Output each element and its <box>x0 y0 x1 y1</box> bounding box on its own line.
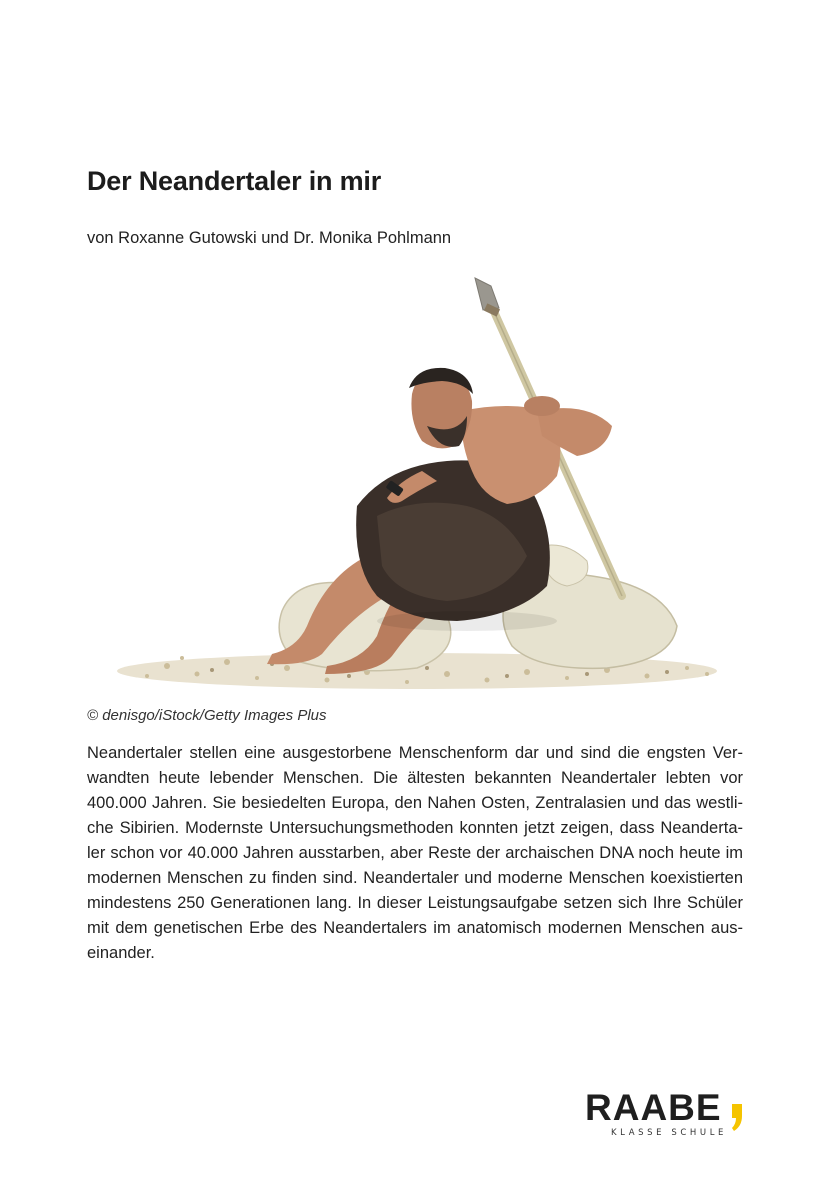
logo-tagline: KLASSE SCHULE <box>611 1128 728 1138</box>
image-credit: © denisgo/iStock/Getty Images Plus <box>87 707 327 724</box>
intro-paragraph: Neandertaler stellen eine ausgestorbene Menschenform dar und sind die engsten Verwandten heute lebender Menschen. Die ältesten bekannten Neandertaler lebten vor 400.000 Jahren. Sie besiedelten Europa, den Nahen Osten, Zentralasien und das westliche Sibirien. Modernste Untersuchungsmethoden konnten jetzt zeigen, dass Neandertaler schon vor 40.000 Jahren ausstarben, aber Reste der archaischen DNA noch heute im modernen Menschen zu finden sind. Neandertaler und moderne Menschen koexistierten mindestens 250 Generationen lang. In dieser Leistungsaufgabe setzen sich Ihre Schüler mit dem genetischen Erbe des Neandertalers im anatomisch modernen Menschen auseinander. <box>87 744 743 962</box>
raabe-logo <box>585 1088 750 1140</box>
neanderthal-illustration <box>87 276 747 701</box>
authors-line: von Roxanne Gutowski und Dr. Monika Pohlmann <box>87 229 452 247</box>
logo-wordmark: RAABE <box>585 1087 722 1128</box>
raabe-comma-icon <box>730 1102 744 1132</box>
page-title: Der Neandertaler in mir <box>87 166 382 196</box>
